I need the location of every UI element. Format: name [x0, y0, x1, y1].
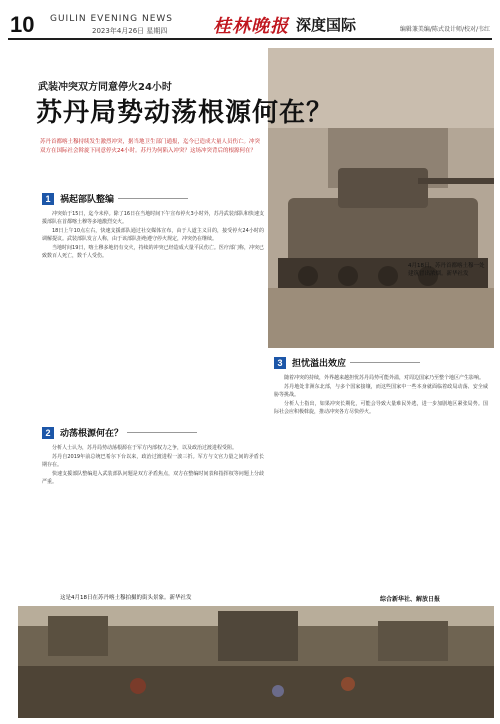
top-photo-caption: 4月18日，苏丹首都喀土穆一处建筑冒出浓烟。新华社发: [408, 263, 485, 277]
column-1: [42, 210, 264, 430]
paragraph: 冲突始于15日，迄今未停。除了16日在当地时间下午宣布停火3小时外，苏丹武装部队和快速支援部队在首都喀土穆等多地激烈交火。: [42, 211, 264, 225]
section-title: 担忧溢出效应: [292, 359, 347, 369]
section-1-header: [42, 192, 188, 205]
column-3: [274, 374, 488, 584]
section-rule: [127, 432, 197, 433]
bottom-photo-street: [18, 606, 494, 718]
headline: 苏丹局势动荡根源何在？: [36, 98, 334, 128]
section-rule: [118, 198, 188, 199]
column-2: [42, 444, 264, 594]
page-number: 10: [10, 12, 35, 37]
section-title: 祸起部队整编: [60, 195, 115, 205]
paragraph: 分析人士指出，如果冲突长期化，可能会导致大量难民外逃，进一步加剧地区紧张局势。国际社会应积极斡旋，推动冲突各方尽快停火。: [274, 401, 488, 415]
section-number: 3: [274, 357, 286, 369]
newspaper-logo: 桂林晚报: [213, 16, 289, 37]
kicker: 武装冲突双方同意停火24小时: [38, 82, 172, 93]
section-rule: [350, 362, 420, 363]
paragraph: 分析人士认为，苏丹局势动荡根源在于军方内部权力之争，以及政治过渡进程受阻。: [52, 445, 238, 451]
paragraph: 苏丹自2019年前总统巴希尔下台以来，政治过渡进程一波三折。军方与文官力量之间的矛盾长期存在。: [42, 454, 264, 468]
section-3-header: [274, 356, 420, 369]
paragraph: 随着冲突的持续，外界越来越担忧苏丹局势可能外溢，对周边国家乃至整个地区产生影响。: [284, 375, 485, 381]
section-2-header: [42, 426, 197, 439]
bottom-photo-caption: 这是4月18日在苏丹喀土穆拍摄的街头景象。新华社发: [60, 595, 192, 601]
paragraph: 快速支援部队整编进入武装部队问题是双方矛盾焦点，双方在整编时间表和指挥权等问题上分歧严重。: [42, 471, 264, 485]
section-number: 1: [42, 193, 54, 205]
section-title: 动荡根源何在？: [60, 429, 124, 439]
editor-credits: 编辑兼美编/陈式设计师/校对/韦红: [399, 26, 490, 33]
byline: 综合新华社、解放日报: [380, 596, 441, 603]
paragraph: 18日上午10点左右，快速支援部队通过社交媒体宣布，由于人道主义目的，接受停火24小时的调解提议。武装部队发言人称，由于该部队拒绝遵守停火规定，冲突仍在继续。: [42, 228, 264, 242]
paragraph: 当地时间19日，喀土穆多地仍有交火，持续的冲突已经造成大量平民伤亡。医疗部门称，冲突已致数百人死亡，数千人受伤。: [42, 245, 264, 259]
page-header: [8, 10, 492, 40]
section-number: 2: [42, 427, 54, 439]
issue-date: 2023年4月26日 星期四: [92, 27, 168, 35]
lead-paragraph: 苏丹首都喀土穆持续发生激烈冲突，据当地卫生部门通报，迄今已造成大量人员伤亡。冲突双方在国际社会斡旋下同意停火24小时。苏丹为何陷入冲突？这场冲突背后的根源何在？: [40, 139, 261, 154]
paragraph: 苏丹地处非洲东北部，与多个国家接壤，而这些国家中一些本身就面临着政局动荡、安全威胁等挑战。: [274, 384, 488, 398]
section-name: 深度国际: [296, 16, 357, 34]
paper-english-name: GUILIN EVENING NEWS: [50, 14, 173, 24]
